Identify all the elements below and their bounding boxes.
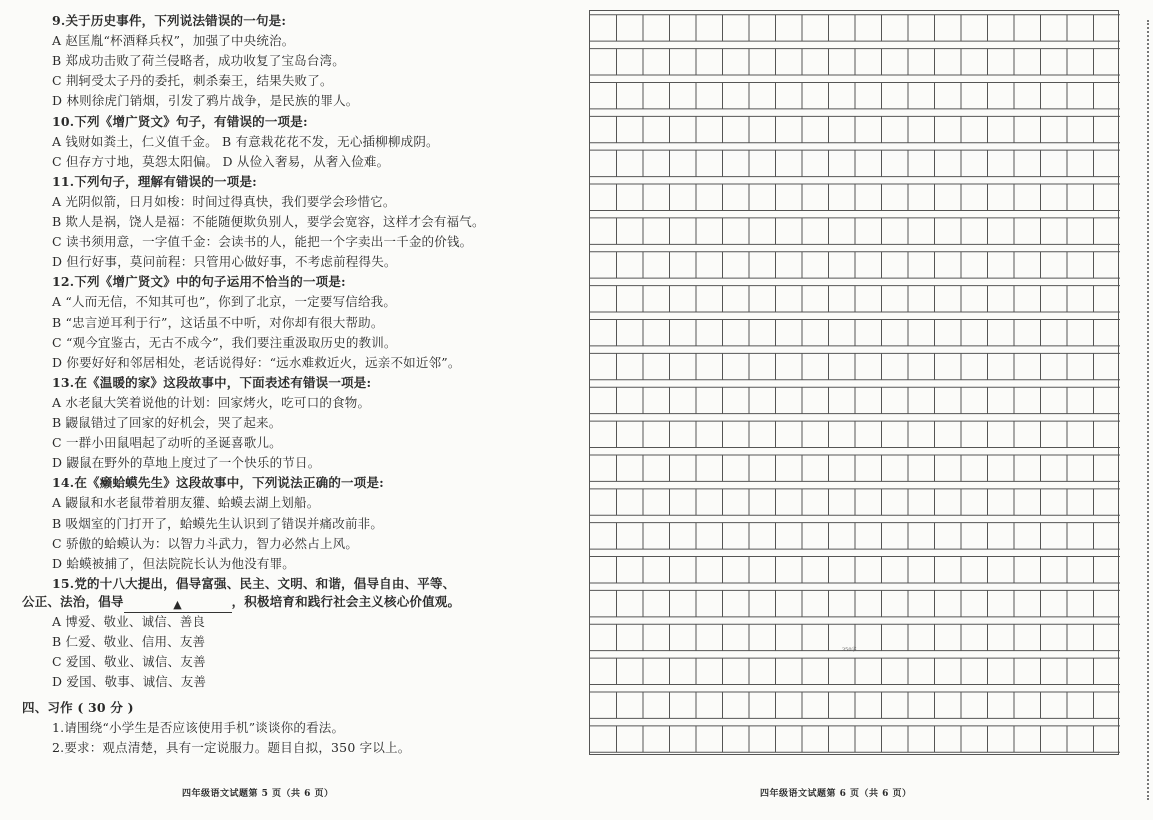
question-line: 9.关于历史事件，下列说法错误的一句是:	[52, 13, 287, 28]
question-line: A 钱财如粪土，仁义值千金。 B 有意栽花花不发，无心插柳柳成阴。	[52, 133, 439, 149]
question-line: 12.下列《增广贤文》中的句子运用不恰当的一项是:	[52, 274, 346, 290]
binding-edge	[1147, 20, 1149, 800]
blank-mark: ▲	[173, 598, 182, 611]
question-line: A 光阴似箭，日月如梭：时间过得真快，我们要学会珍惜它。	[52, 193, 396, 209]
page-6-footer: 四年级语文试题第 6 页（共 6 页）	[760, 789, 912, 799]
question-line: C “观今宜鉴古，无古不成今”，我们要注重汲取历史的教训。	[52, 334, 397, 350]
question-line: C 一群小田鼠唱起了动听的圣诞喜歌儿。	[52, 435, 282, 451]
question-line: D 鼹鼠在野外的草地上度过了一个快乐的节日。	[52, 455, 321, 471]
q15-option: C 爱国、敬业、诚信、友善	[52, 654, 206, 670]
q15-option: D 爱国、敬事、诚信、友善	[52, 674, 207, 690]
question-line: B 欺人是祸，饶人是福：不能随便欺负别人，要学会宽容，这样才会有福气。	[52, 214, 485, 229]
question-line: 10.下列《增广贤文》句子，有错误的一项是:	[52, 113, 308, 129]
question-line: B 鼹鼠错过了回家的好机会，哭了起来。	[52, 415, 282, 430]
question-line: D 你要好好和邻居相处，老话说得好：“远水难救近火，远亲不如近邻”。	[52, 354, 461, 370]
section-4-title: 四、习作 ( 30 分 )	[22, 700, 134, 715]
question-line: D 但行好事，莫问前程：只管用心做好事，不考虑前程得失。	[52, 254, 397, 270]
question-line: 11.下列句子，理解有错误的一项是:	[52, 173, 257, 189]
composition-grid[interactable]	[589, 10, 1119, 755]
question-line: B 郑成功击败了荷兰侵略者，成功收复了宝岛台湾。	[52, 53, 345, 69]
section-4-item: 1.请围绕“小学生是否应该使用手机”谈谈你的看法。	[52, 720, 345, 735]
question-line: D 林则徐虎门销烟，引发了鸦片战争，是民族的罪人。	[52, 93, 359, 109]
q15-line2-after: ，积极培育和践行社会主义核心价值观。	[231, 594, 461, 609]
question-line: C 但存方寸地，莫怨太阳偏。 D 从俭入奢易，从奢入俭难。	[52, 153, 390, 169]
question-line: A 水老鼠大笑着说他的计划：回家烤火，吃可口的食物。	[52, 394, 371, 410]
question-line: A 鼹鼠和水老鼠带着朋友獾、蛤蟆去湖上划船。	[52, 495, 320, 511]
q15-line2-before: 公正、法治，倡导	[22, 594, 124, 609]
question-15-line-2	[22, 594, 460, 613]
question-line: A “人而无信，不知其可也”，你到了北京，一定要写信给我。	[52, 294, 397, 310]
composition-grid-lines	[590, 11, 1120, 756]
q15-option: A 博爱、敬业、诚信、善良	[52, 614, 206, 629]
question-line: 15.党的十八大提出，倡导富强、民主、文明、和谐，倡导自由、平等、	[52, 575, 456, 591]
section-4-item: 2.要求：观点清楚，具有一定说服力。题目自拟，350 字以上。	[52, 740, 411, 756]
question-line: B 吸烟室的门打开了，蛤蟆先生认识到了错误并痛改前非。	[52, 515, 384, 531]
page-5-footer: 四年级语文试题第 5 页（共 6 页）	[182, 789, 334, 799]
question-line: 13.在《温暖的家》这段故事中，下面表述有错误一项是:	[52, 374, 372, 390]
question-line: B “忠言逆耳利于行”，这话虽不中听，对你却有很大帮助。	[52, 314, 384, 330]
left-page	[0, 0, 575, 820]
question-line: 14.在《癞蛤蟆先生》这段故事中，下列说法正确的一项是:	[52, 475, 384, 491]
character-count-mark: 350字	[842, 647, 857, 653]
question-line: C 荆轲受太子丹的委托，刺杀秦王，结果失败了。	[52, 73, 333, 89]
question-line: C 读书须用意，一字值千金：会读书的人，能把一个字卖出一千金的价钱。	[52, 234, 473, 250]
question-line: A 赵匡胤“杯酒释兵权”，加强了中央统治。	[52, 33, 295, 49]
question-line: D 蛤蟆被捕了，但法院院长认为他没有罪。	[52, 555, 295, 571]
q15-option: B 仁爱、敬业、信用、友善	[52, 634, 206, 650]
question-line: C 骄傲的蛤蟆认为：以智力斗武力，智力必然占上风。	[52, 535, 359, 551]
answer-blank[interactable]	[124, 598, 232, 613]
